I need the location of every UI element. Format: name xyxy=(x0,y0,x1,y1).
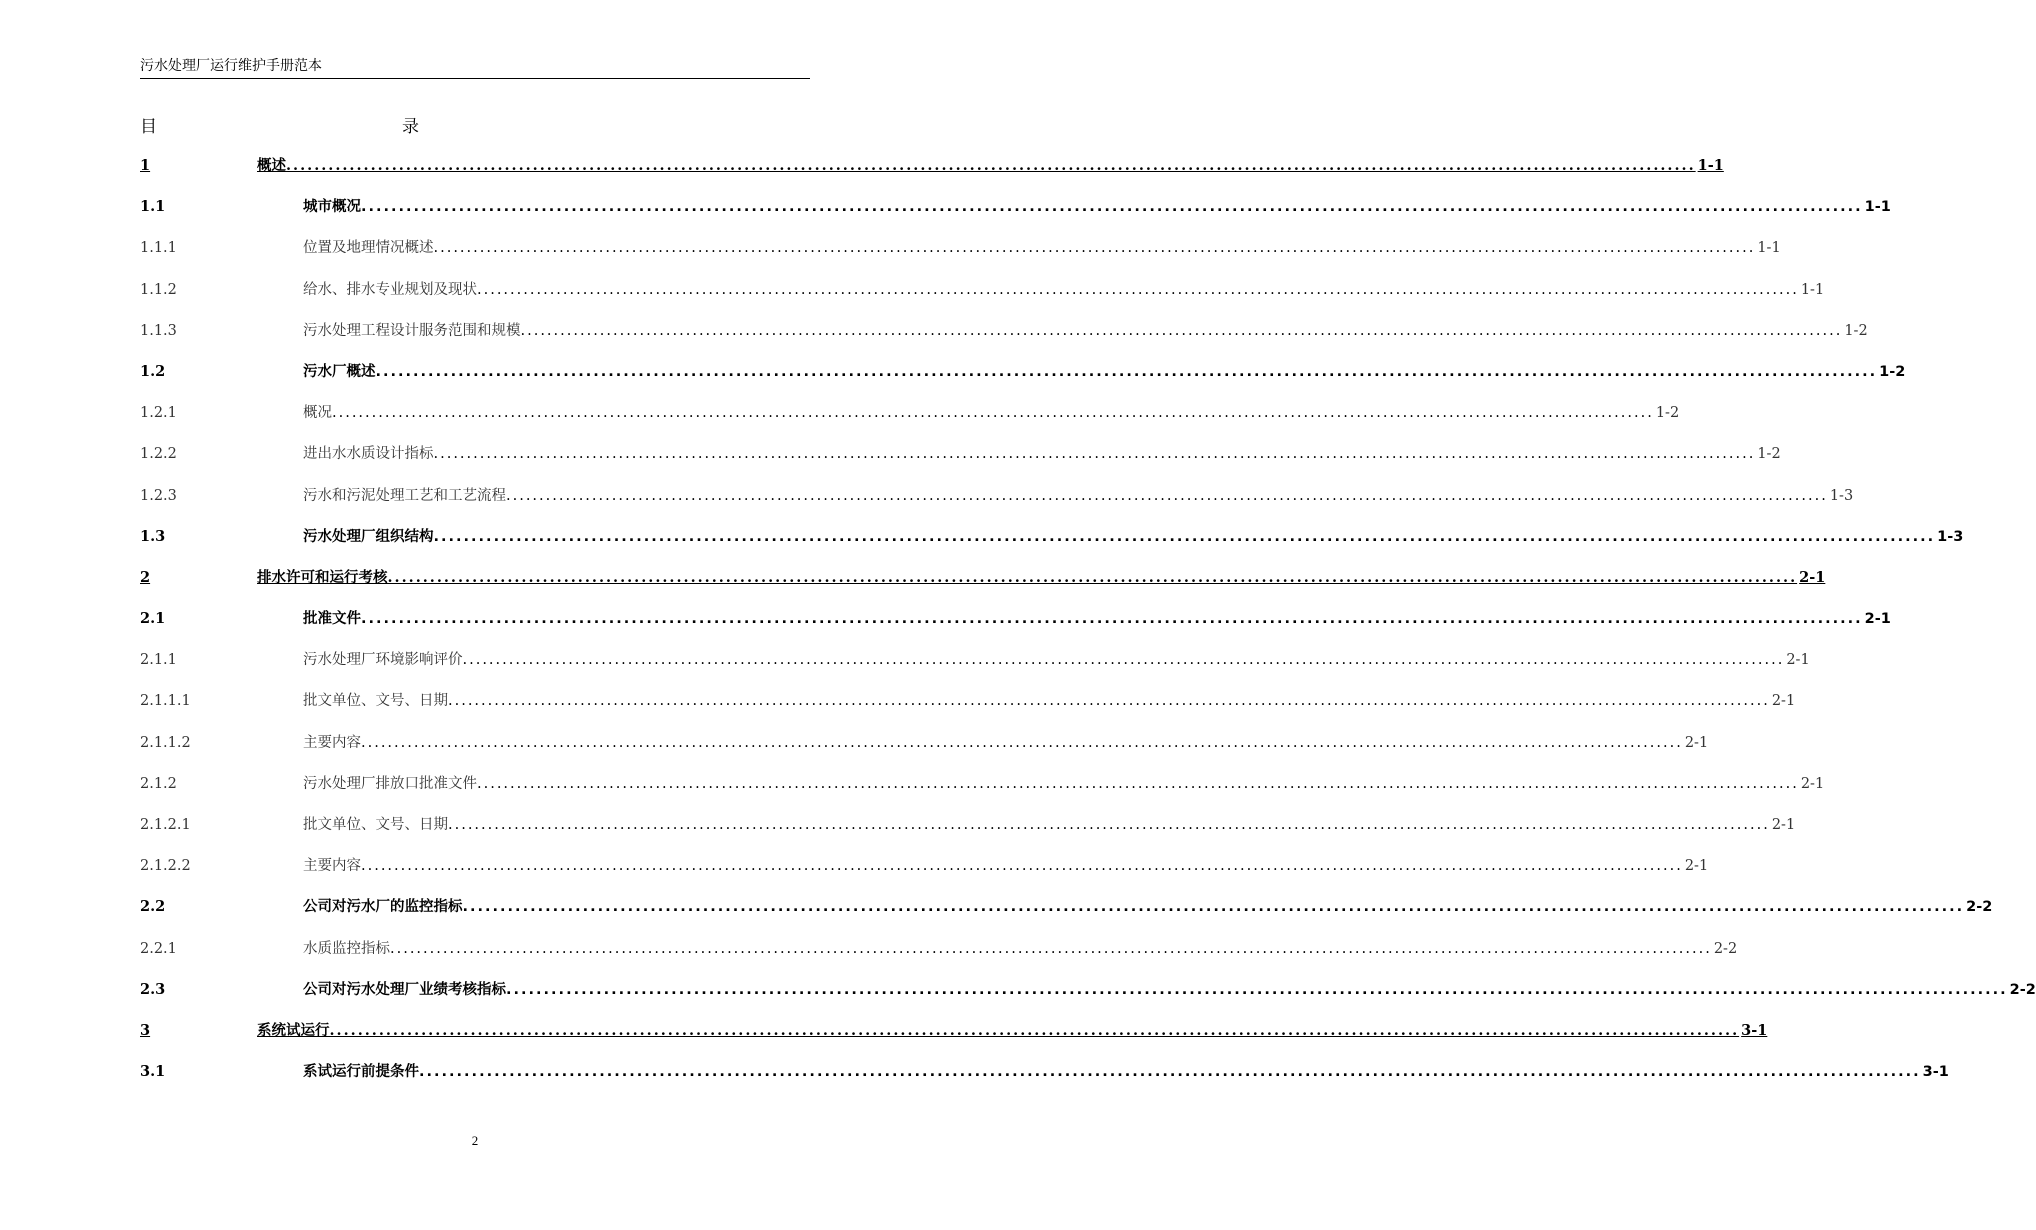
toc-entry-page: 2-1 xyxy=(1800,775,1825,792)
toc-entry-page: 2-1 xyxy=(1771,817,1796,833)
toc-entry-page: 1-3 xyxy=(1829,487,1854,504)
toc-entry-number: 1.2.3 xyxy=(140,487,177,504)
toc-entry-body xyxy=(303,320,1868,342)
toc-entry[interactable] xyxy=(140,310,1868,351)
toc-heading-char-2: 录 xyxy=(402,117,419,137)
toc-entry[interactable] xyxy=(140,1051,1949,1092)
toc-entry-page: 1-1 xyxy=(1800,281,1825,298)
toc-entry-number: 2.1.1.2 xyxy=(140,734,191,751)
toc-entry-page: 1-2 xyxy=(1655,405,1680,422)
toc-leader-dots: ........................................................................................................................................................................................................ xyxy=(462,652,1785,669)
toc-entry-title: 污水处理厂排放口批准文件 xyxy=(303,775,477,792)
toc-entry-title: 污水和污泥处理工艺和工艺流程 xyxy=(303,487,506,504)
toc-entry[interactable] xyxy=(140,639,1810,680)
toc-leader-dots: ........................................................................................................................................................................................................ xyxy=(477,775,1799,792)
toc-entry-page: 1-3 xyxy=(1937,528,1964,545)
toc-leader-dots: ........................................................................................................................................................................................................ xyxy=(506,981,2008,998)
toc-leader-dots: ........................................................................................................................................................................................................ xyxy=(361,611,1863,628)
toc-entry-page: 2-1 xyxy=(1684,734,1709,751)
toc-entry-body xyxy=(303,443,1781,465)
toc-entry-number: 2.2.1 xyxy=(140,940,177,957)
toc-entry-body xyxy=(303,361,1906,383)
toc-entry-body xyxy=(303,608,1891,630)
toc-entry-body xyxy=(303,649,1810,671)
toc-entry[interactable] xyxy=(140,680,1796,721)
toc-heading xyxy=(140,112,540,138)
toc-leader-dots: ........................................................................................................................................................................................................ xyxy=(433,240,1756,257)
toc-entry-number: 2.1.1.1 xyxy=(140,693,191,710)
table-of-contents xyxy=(140,145,2036,1092)
toc-entry[interactable] xyxy=(140,392,1680,433)
toc-leader-dots: ........................................................................................................................................................................................................ xyxy=(433,528,1936,545)
toc-entry-number: 1.2.1 xyxy=(140,405,177,422)
toc-entry-body xyxy=(303,196,1891,218)
toc-entry-body xyxy=(303,526,1964,548)
toc-entry[interactable] xyxy=(140,598,1891,639)
toc-entry-title: 水质监控指标 xyxy=(303,940,390,957)
toc-entry-title: 系试运行前提条件 xyxy=(303,1064,419,1081)
toc-leader-dots: ........................................................................................................................................................................................................ xyxy=(477,281,1799,298)
toc-entry[interactable] xyxy=(140,804,1796,845)
toc-entry-page: 2-2 xyxy=(1713,940,1738,957)
toc-leader-dots: ........................................................................................................................................................................................................ xyxy=(520,322,1843,339)
toc-entry-title: 批文单位、文号、日期 xyxy=(303,693,448,710)
running-header xyxy=(140,56,810,79)
toc-entry-title: 批文单位、文号、日期 xyxy=(303,817,448,833)
toc-entry-page: 2-1 xyxy=(1684,858,1709,875)
toc-leader-dots: ........................................................................................................................................................................................................ xyxy=(390,940,1712,957)
toc-heading-char-1: 目 xyxy=(140,117,157,137)
toc-entry-number: 1.1.3 xyxy=(140,322,177,339)
toc-entry[interactable] xyxy=(140,969,2036,1010)
toc-leader-dots: ........................................................................................................................................................................................................ xyxy=(387,568,1798,586)
toc-entry-title: 批准文件 xyxy=(303,611,361,628)
toc-leader-dots: ........................................................................................................................................................................................................ xyxy=(286,157,1696,174)
toc-entry-page: 2-1 xyxy=(1786,652,1810,669)
toc-entry-page: 3-1 xyxy=(1741,1021,1768,1039)
toc-entry[interactable] xyxy=(140,145,1724,186)
toc-leader-dots: ........................................................................................................................................................................................................ xyxy=(419,1064,1921,1081)
toc-entry[interactable] xyxy=(140,433,1781,474)
toc-entry-number: 2 xyxy=(140,568,151,586)
toc-leader-dots: ........................................................................................................................................................................................................ xyxy=(448,817,1770,833)
toc-leader-dots: ........................................................................................................................................................................................................ xyxy=(462,899,1965,916)
toc-entry-body xyxy=(303,896,1993,918)
toc-entry-title: 污水厂概述 xyxy=(303,363,376,380)
toc-entry-number: 2.2 xyxy=(140,898,166,916)
toc-entry-page: 2-1 xyxy=(1864,611,1891,628)
toc-entry[interactable] xyxy=(140,928,1738,969)
toc-entry-body xyxy=(303,979,2036,1001)
toc-entry-number: 3 xyxy=(140,1021,151,1039)
toc-entry-title: 主要内容 xyxy=(303,734,361,751)
toc-entry-page: 2-1 xyxy=(1799,568,1826,586)
toc-entry-page: 1-2 xyxy=(1879,363,1906,380)
toc-entry-page: 1-1 xyxy=(1697,157,1724,174)
toc-entry[interactable] xyxy=(140,763,1825,804)
toc-entry-page: 2-2 xyxy=(2009,981,2036,998)
toc-entry[interactable] xyxy=(140,186,1891,227)
toc-entry-body xyxy=(303,938,1738,960)
toc-entry-number: 1.1.2 xyxy=(140,281,177,298)
toc-entry-title: 排水许可和运行考核 xyxy=(257,568,388,586)
toc-entry-body xyxy=(303,855,1709,877)
toc-entry-title: 概述 xyxy=(257,157,286,174)
toc-entry-body xyxy=(303,485,1854,507)
toc-entry-number: 2.1.2 xyxy=(140,775,177,792)
toc-entry[interactable] xyxy=(140,269,1825,310)
toc-entry[interactable] xyxy=(140,475,1854,516)
toc-leader-dots: ........................................................................................................................................................................................................ xyxy=(448,693,1770,710)
toc-entry-page: 2-2 xyxy=(1966,899,1993,916)
toc-entry-page: 1-2 xyxy=(1757,446,1781,463)
toc-entry-page: 1-1 xyxy=(1864,199,1891,216)
toc-entry-number: 1.3 xyxy=(140,527,166,545)
toc-leader-dots: ........................................................................................................................................................................................................ xyxy=(332,405,1654,422)
toc-entry-title: 污水处理厂组织结构 xyxy=(303,528,434,545)
toc-entry-number: 1 xyxy=(140,157,151,174)
toc-entry[interactable] xyxy=(140,1010,1768,1051)
toc-entry-page: 1-1 xyxy=(1757,240,1781,257)
toc-entry-title: 位置及地理情况概述 xyxy=(303,240,434,257)
toc-entry-title: 进出水水质设计指标 xyxy=(303,446,434,463)
toc-entry-number: 2.1 xyxy=(140,610,166,628)
document-title: 污水处理厂运行维护手册范本 xyxy=(140,58,322,74)
toc-entry-body xyxy=(303,773,1825,795)
toc-leader-dots: ........................................................................................................................................................................................................ xyxy=(506,487,1828,504)
toc-entry-page: 3-1 xyxy=(1922,1064,1949,1081)
toc-entry[interactable] xyxy=(140,722,1709,763)
toc-entry-body xyxy=(303,690,1796,712)
toc-entry-number: 2.1.2.2 xyxy=(140,858,191,875)
toc-leader-dots: ........................................................................................................................................................................................................ xyxy=(361,734,1683,751)
toc-leader-dots: ........................................................................................................................................................................................................ xyxy=(375,363,1878,380)
toc-leader-dots: ........................................................................................................................................................................................................ xyxy=(361,858,1683,875)
toc-entry-body xyxy=(303,279,1825,301)
toc-entry[interactable] xyxy=(140,227,1781,268)
toc-entry[interactable] xyxy=(140,886,1993,927)
toc-entry-body xyxy=(303,402,1680,424)
toc-entry-title: 给水、排水专业规划及现状 xyxy=(303,281,477,298)
toc-entry-title: 污水处理工程设计服务范围和规模 xyxy=(303,322,521,339)
toc-entry-title: 主要内容 xyxy=(303,858,361,875)
toc-entry-number: 3.1 xyxy=(140,1063,166,1081)
toc-entry[interactable] xyxy=(140,557,1826,598)
toc-entry-number: 1.1.1 xyxy=(140,240,177,257)
toc-entry-body xyxy=(257,1020,1768,1042)
toc-entry-body xyxy=(257,155,1724,177)
toc-leader-dots: ........................................................................................................................................................................................................ xyxy=(329,1021,1740,1039)
toc-entry[interactable] xyxy=(140,845,1709,886)
toc-entry-body xyxy=(303,732,1709,754)
toc-entry-title: 概况 xyxy=(303,405,332,422)
toc-entry-number: 1.2 xyxy=(140,362,166,380)
toc-entry-body xyxy=(303,1061,1949,1083)
toc-entry-body xyxy=(303,237,1781,259)
toc-entry-title: 公司对污水厂的监控指标 xyxy=(303,899,463,916)
toc-entry-title: 城市概况 xyxy=(303,199,361,216)
toc-entry-title: 污水处理厂环境影响评价 xyxy=(303,652,463,669)
toc-entry[interactable] xyxy=(140,351,1906,392)
toc-leader-dots: ........................................................................................................................................................................................................ xyxy=(361,199,1863,216)
toc-entry-number: 1.2.2 xyxy=(140,446,177,463)
toc-entry-page: 1-2 xyxy=(1844,322,1868,339)
toc-entry-number: 2.1.1 xyxy=(140,652,177,669)
toc-entry-number: 2.1.2.1 xyxy=(140,817,191,833)
toc-entry-body xyxy=(257,567,1826,589)
toc-entry-page: 2-1 xyxy=(1771,693,1796,710)
toc-entry-title: 公司对污水处理厂业绩考核指标 xyxy=(303,981,506,998)
toc-entry-title: 系统试运行 xyxy=(257,1021,330,1039)
toc-entry[interactable] xyxy=(140,516,1964,557)
toc-entry-number: 1.1 xyxy=(140,198,166,216)
toc-entry-body xyxy=(303,814,1796,836)
toc-entry-number: 2.3 xyxy=(140,980,166,998)
toc-leader-dots: ........................................................................................................................................................................................................ xyxy=(433,446,1756,463)
page-number: 2 xyxy=(471,1133,479,1148)
